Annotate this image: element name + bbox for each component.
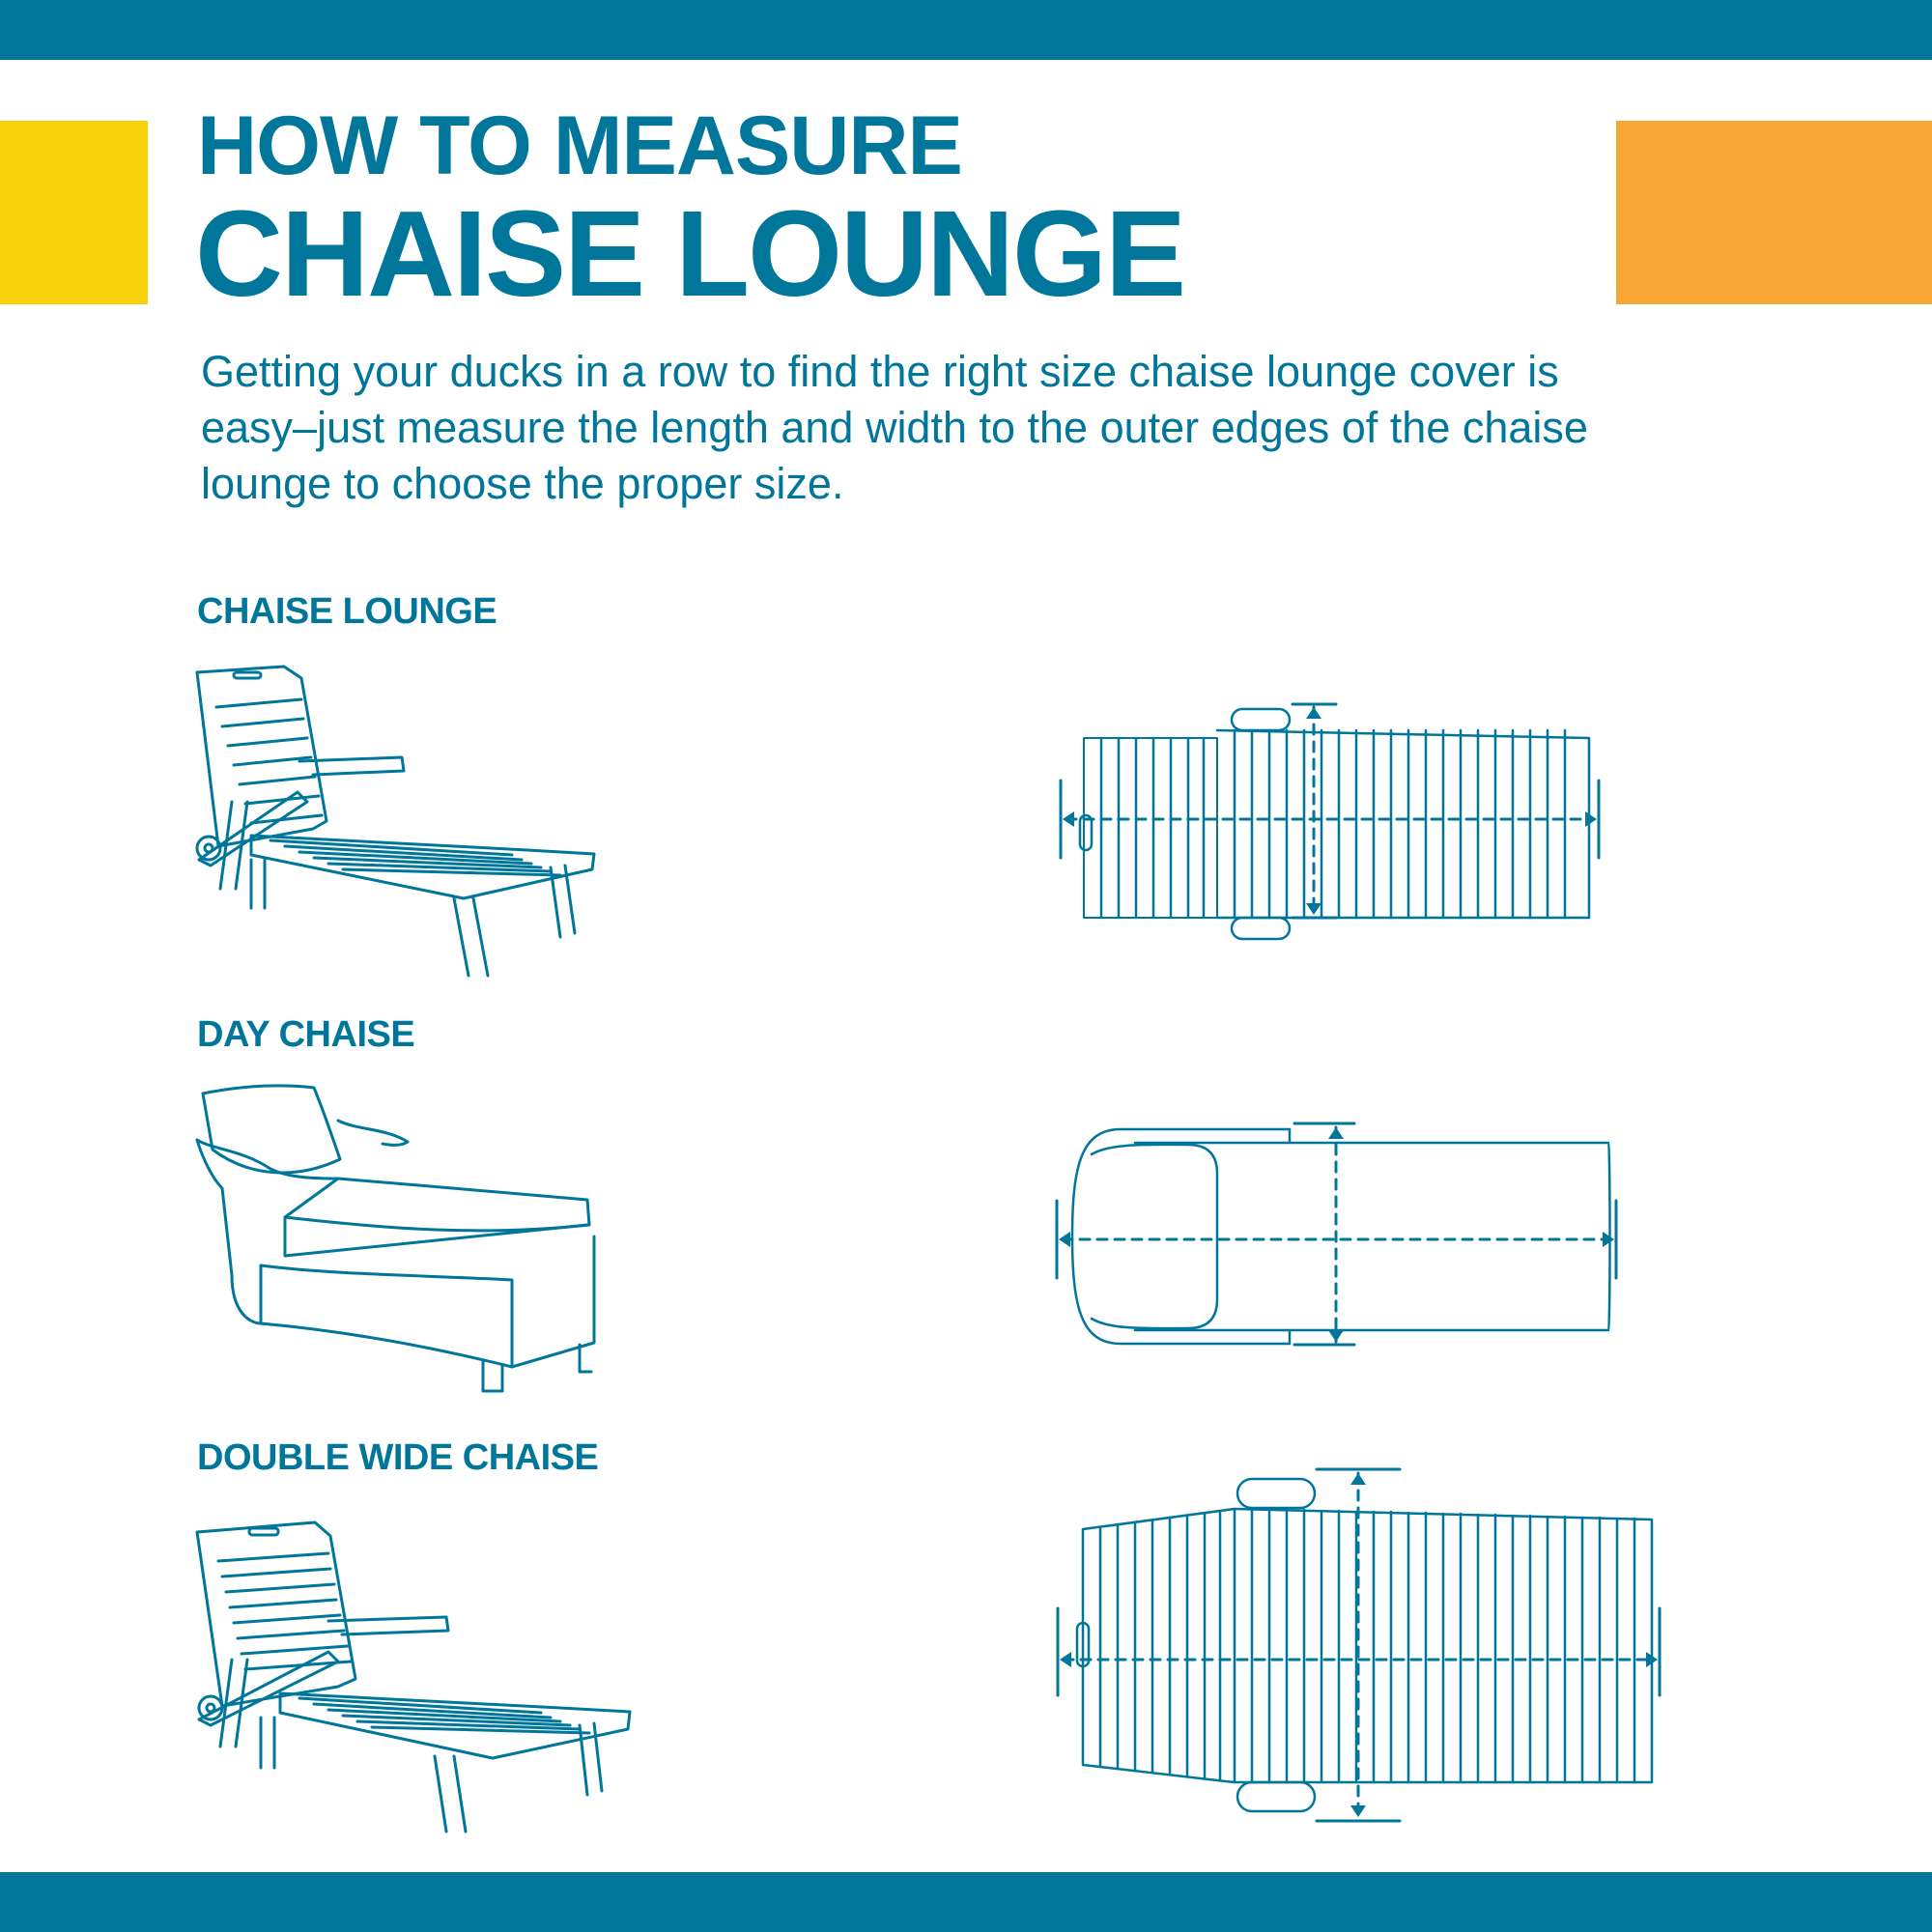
title-line-2: CHAISE LOUNGE [195,185,1185,322]
chaise-lounge-side-illustration [193,657,599,985]
chaise-lounge-top-illustration [1034,696,1623,923]
section-label-double-wide-chaise: DOUBLE WIDE CHAISE [197,1437,599,1478]
accent-block-yellow [0,121,148,304]
day-chaise-top-illustration [1043,1116,1623,1357]
section-label-chaise-lounge: CHAISE LOUNGE [197,591,497,632]
title-line-1: HOW TO MEASURE [197,99,962,192]
double-wide-chaise-top-illustration [1048,1463,1666,1821]
intro-paragraph: Getting your ducks in a row to find the right size chaise lounge cover is easy–just measure the length and width to the outer edges of the chaise lounge to choose the proper size. [201,347,1588,508]
accent-block-orange [1616,121,1932,304]
day-chaise-side-illustration [193,1082,609,1401]
section-label-day-chaise: DAY CHAISE [197,1014,415,1055]
top-band [0,0,1932,60]
double-wide-chaise-side-illustration [193,1515,638,1833]
bottom-band [0,1872,1932,1932]
